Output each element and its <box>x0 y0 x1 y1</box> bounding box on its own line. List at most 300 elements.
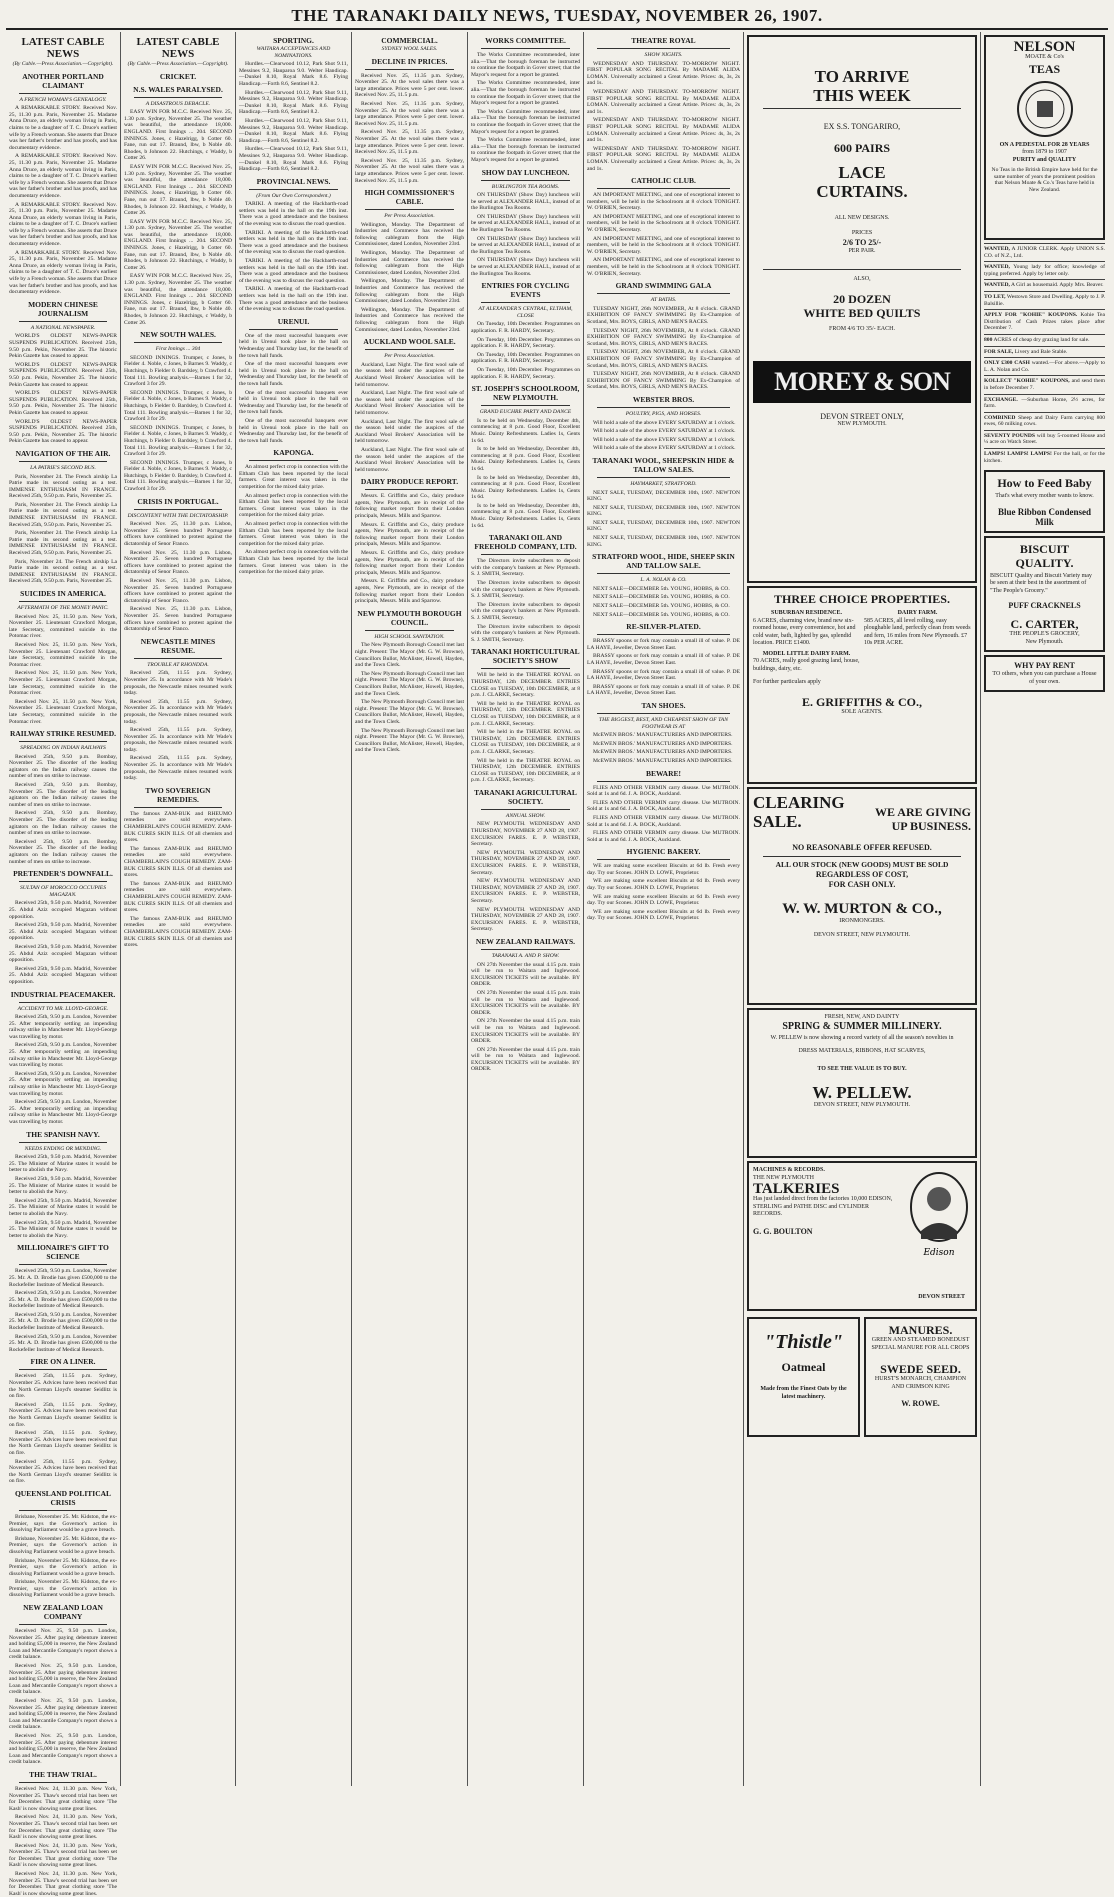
article-body: On Tuesday, 10th December. Programmes on application. F. R. HARDY, Secretary. <box>471 321 580 334</box>
article-headline: SHOW DAY LUNCHEON. <box>481 167 570 177</box>
commercial-heading: COMMERCIAL. <box>381 36 438 45</box>
arrive-line-17: NEW PLYMOUTH. <box>837 420 887 427</box>
article-body: Received Nov. 25, 11.35 p.m. Sydney, November 25. At the wool sales there was a large attendance. Prices were 5 per cent. lower. Received Nov. 25, 11.5 p.m. <box>355 100 464 127</box>
article-body: Received 25th, 9.50 p.m. London, November 25. After temporarily settling an impending railway strike in Manchester Mr. Lloyd-George was travelling by motor. <box>9 1042 117 1069</box>
clearing-line-3: WE ARE GIVING <box>874 805 971 819</box>
article-headline: TWO SOVEREIGN REMEDIES. <box>145 785 211 804</box>
article-body: TUESDAY NIGHT, 26th NOVEMBER, At 8 o'clock. GRAND EXHIBITION OF FANCY SWIMMING By Ex-Champion of Scotland, Mrs. BOYS, GIRLS, AND MEN'S RACES. <box>587 327 740 347</box>
classified-ad-text: will buy 5-roomed House and ¼ acre on Watch Street. <box>984 432 1105 446</box>
article-body: On Tuesday, 10th December. Programmes on application. F. R. HARDY, Secretary. <box>471 351 580 365</box>
article-headline: FIRE ON A LINER. <box>30 1357 96 1367</box>
article-body: The Works Committee recommended, inter alia.—That the borough foreman be instructed to continue the footpath in Gover street; that the Mayor's request for a report be granted. <box>471 137 580 163</box>
article-body: A REMARKABLE STORY. Received Nov. 25, 11.30 p.m. Paris, November 25. Madame Anna Druce, an elderly woman living in Paris, claims to be a daughter of T. C. Druce's earliest wife by a French woman. She asserts that Druce was her father's brother and has proofs, and has documentary evidence. <box>9 249 117 296</box>
article-body: One of the most successful banquets ever held in Urenui took place in the hall on Wednesday and Thursday last, for the benefit of the town hall funds. <box>239 361 348 387</box>
nelson-line-7: No Teas in the British Empire have held for the same number of years the prominent position that Nelson Moate & Co.'s Teas have held in New Zealand. <box>991 167 1098 193</box>
column-4 <box>352 32 468 1786</box>
article-subhead: GRAND EUCHRE PARTY AND DANCE <box>479 409 572 416</box>
article-body: Received 25th, 9.50 p.m. Madrid, November 25. The Minister of Marine states it would be better to abolish the Navy. <box>9 1219 117 1239</box>
article-headline: TARANAKI OIL AND FREEHOLD COMPANY, LTD. <box>474 533 577 552</box>
article-headline: NEW ZEALAND LOAN COMPANY <box>23 1603 103 1622</box>
article-subhead: POULTRY, PIGS, AND HORSES. <box>625 410 702 417</box>
article-body: Will hold a sale of the above EVERY SATURDAY at 1 o'clock. <box>593 445 736 452</box>
article-body: Will be held in the THEATRE ROYAL on THURSDAY, 12th DECEMBER. ENTRIES CLOSE on TUESDAY, 10th DECEMBER, at 8 p.m. J. CLARKE, Secretary. <box>471 729 580 755</box>
thistle-line-1: "Thistle" <box>764 1331 843 1353</box>
thistle-line-2: Oatmeal <box>781 1360 826 1374</box>
article-subhead: TARANAKI A. AND P. SHOW. <box>491 952 560 959</box>
nelson-line-5: from 1879 to 1907 <box>1022 149 1067 155</box>
article-body: SECOND INNINGS. Trumper, c Jones, b Fielder 4. Noble, c Jones, b Barnes 9. Waddy, c Hutchings, b Fielder 0. Bardsley, b Crawford 4. Total 111. Bowling analysis.—Barnes 1 for 32, Crawford 3 for 29. <box>124 389 232 423</box>
article-body: AN IMPORTANT MEETING, and one of exceptional interest to members, will be held in the Schoolroom at 8 o'clock TONIGHT. W. O'BRIEN, Secretary. <box>587 213 740 234</box>
column-3-items <box>239 61 348 576</box>
talkeries-line-1: MACHINES & RECORDS. <box>753 1167 825 1173</box>
article-body: EASY WIN FOR M.C.C. Received Nov. 25, 1.30 p.m. Sydney, November 25. The weather was beautiful, the attendance 18,000. ENGLAND. First Innings ... 204. SECOND INNINGS. Jones, c Hazelrigg, b Cotter 60. Fane, run out 17. Braund, lbw, b Noble 40. Rhodes, b Johnson 22. Hutchings, c Waddy, b Cotter 26. <box>124 218 232 271</box>
article-body: Received 25th, 9.50 p.m. Madrid, November 25. The Minister of Marine states it would be better to abolish the Navy. <box>9 1175 117 1196</box>
classified-ad <box>984 375 1105 393</box>
clearing-line-1: CLEARING <box>753 793 845 812</box>
article-body: Received 25th, 9.50 p.m. Bombay, November 25. The disorder of the leading agitators on the Indian railway causes the number of men on strike to increase. <box>9 838 117 865</box>
article-body: Received 25th, 9.50 p.m. Madrid, November 25. Abdul Aziz occupied Magazan without opposition. <box>9 900 117 920</box>
article-headline: KAPONGA. <box>273 448 314 458</box>
article-body: The famous ZAM-BUK and RHEUMO remedies are sold everywhere. CHAMBERLAIN'S COUGH REMEDY. ZAM-BUK CURES SKIN ILLS. Of all chemists and stores. <box>124 915 232 949</box>
article-body: WORLD'S OLDEST NEWS-PAPER SUSPENDS PUBLICATION. Received 25th, 9.50 p.m. Pekin, November 25. The historic Pekin Gazette has ceased to appear. <box>9 333 117 360</box>
article-body: Will hold a sale of the above EVERY SATURDAY at 1 o'clock. <box>593 419 736 426</box>
classified-ad-title: LAMPS! LAMPS! LAMPS! <box>984 451 1052 458</box>
article-body: AN IMPORTANT MEETING, and one of exceptional interest to members, will be held in the Schoolroom at 8 o'clock TONIGHT. W. O'BRIEN, Secretary. <box>587 235 740 255</box>
classified-ad <box>984 243 1105 261</box>
article-headline: TAN SHOES. <box>641 700 686 710</box>
article-body: NEW PLYMOUTH. WEDNESDAY AND THURSDAY, NOVEMBER 27 AND 28, 1907. EXCURSION FARES. E. P. WEBSTER, Secretary. <box>471 849 580 876</box>
article-body: TARIKI. A meeting of the Hackbarth-road settlers was held in the hall on the 19th inst. There was a good attendance and the business of the evening was to discuss the road question. <box>239 286 348 313</box>
article-body: BRASSY spoons or fork may contain a small ill of value. P. DE LA HAYE, Jeweller, Devon Street East. <box>587 638 740 651</box>
article-body: FLIES AND OTHER VERMIN carry disease. Use MUTROIN. Sold at 1s and 6d. J. A. BOCK, Auckland. <box>587 799 740 813</box>
feedbaby-line-3: Blue Ribbon Condensed Milk <box>997 506 1092 527</box>
article-body: BRASSY spoons or fork may contain a small ill of value. P. DE LA HAYE, Jeweller, Devon Street East. <box>587 668 740 682</box>
arrive-line-5: LACE <box>838 162 886 182</box>
millinery-line-4: DRESS MATERIALS, RIBBONS, HAT SCARVES, <box>798 1048 926 1054</box>
classified-ad <box>984 291 1105 309</box>
article-body: ON 27th November the usual 4.15 p.m. train will be run to Waitara and Inglewood. EXCURSION TICKETS will be available. BY ORDER. <box>471 1018 580 1045</box>
article-body: Received 25th, 9.50 p.m. Bombay, November 25. The disorder of the leading agitators on the Indian railway causes the number of men on strike to increase. <box>9 753 117 780</box>
article-body: Received 25th, 11.55 p.m. Sydney, November 25. Advices have been received that the North German Lloyd's steamer Seidlitz is on fire. <box>9 1458 117 1485</box>
article-headline: CRISIS IN PORTUGAL. <box>137 496 219 506</box>
article-body: A REMARKABLE STORY. Received Nov. 25, 11.30 p.m. Paris, November 25. Madame Anna Druce, an elderly woman living in Paris, claims to be a daughter of T. C. Druce's earliest wife by a French woman. She asserts that Druce was her father's brother and has proofs, and has documentary evidence. <box>9 153 117 199</box>
article-subhead: HAYMARKET, STRATFORD. <box>630 480 697 487</box>
article-body: TARIKI. A meeting of the Hackbarth-road settlers was held in the hall on the 19th inst. There was a good attendance and the business of the evening was to discuss the road question. <box>239 229 348 256</box>
arrive-line-9: 2/6 TO 25/- <box>842 237 882 247</box>
article-body: NEW PLYMOUTH. WEDNESDAY AND THURSDAY, NOVEMBER 27 AND 28, 1907. EXCURSION FARES. E. P. WEBSTER, Secretary. <box>471 821 580 848</box>
article-body: Received Nov. 25, 9.50 p.m. London, November 25. After paying debenture interest and holding £5,000 in reserve, the New Zealand Loan and Mercantile Company's report shows a credit balance. <box>9 1698 117 1731</box>
article-body: Hurdles.—Clearwood 10.12, Park Shot 9.11, Messines 9.2, Hauparoa 9.0. Welter Handicap.—Dunkel 8.10, Royal Mark 8.6. Flying Handicap.—Forth 8.6, Sentinel 8.2. <box>239 61 348 87</box>
article-body: Received Nov. 25, 11.30 p.m. Lisbon, November 25. Seven hundred Portuguese officers have combined to protest against the dictatorship of Senor Franco. <box>124 578 232 604</box>
props-title: THREE CHOICE PROPERTIES. <box>774 592 950 606</box>
article-body: McEWEN BROS.' MANUFACTURERS AND IMPORTERS. <box>593 732 733 739</box>
article-body: Received 25th, 11.55 p.m. Sydney, November 25. In accordance with Mr Wade's proposals, the Newcastle mines resumed work today. <box>124 755 232 782</box>
classified-ad-text: Sheep and Dairy Farm carrying 800 ewes, 60 milking cows. <box>984 414 1105 428</box>
classified-ad <box>984 412 1105 430</box>
props-agent: E. GRIFFITHS & CO., <box>801 694 922 709</box>
article-headline: AUCKLAND WOOL SALE. <box>363 337 456 347</box>
arrive-line-16: DEVON STREET ONLY, <box>820 412 904 421</box>
article-subhead: Per Press Association. <box>384 213 435 220</box>
article-headline: ST. JOSEPH'S SCHOOLROOM, NEW PLYMOUTH. <box>471 384 580 403</box>
article-subhead: LA PATRIE'S SECOND BUS. <box>30 464 96 471</box>
arrive-line-4: 600 PAIRS <box>833 140 891 155</box>
whypay-line-2: TO others, when you can purchase a House of your own. <box>992 671 1097 685</box>
article-body: The New Plymouth Borough Council met last night. Present: The Mayor (Mr. G. W. Browne), Councillors Bullot, McAlister, Howell, Hayden, and the Town Clerk. <box>355 699 464 725</box>
article-body: Will hold a sale of the above EVERY SATURDAY at 1 o'clock. <box>593 436 736 443</box>
article-body: Received Nov. 24, 11.30 p.m. New York, November 25. Thaw's second trial has been set for December. That great clothing store 'The Kash' is now showing some great lines. <box>9 1785 117 1812</box>
article-body: EASY WIN FOR M.C.C. Received Nov. 25, 1.30 p.m. Sydney, November 25. The weather was beautiful, the attendance 18,000. ENGLAND. First Innings ... 204. SECOND INNINGS. Jones, c Hazelrigg, b Cotter 60. Fane, run out 17. Braund, lbw, b Noble 40. Rhodes, b Johnson 22. Hutchings, c Waddy, b Cotter 26. <box>124 273 232 326</box>
sporting-subheading: WAITARA ACCEPTANCES AND NOMINATIONS. <box>256 46 331 59</box>
article-body: ON THURSDAY (Show Day) luncheon will be served at ALEXANDER HALL, instead of at the Burlington Tea Rooms. <box>471 213 580 234</box>
article-body: NEW PLYMOUTH. WEDNESDAY AND THURSDAY, NOVEMBER 27 AND 28, 1907. EXCURSION FARES. E. P. WEBSTER, Secretary. <box>471 878 580 904</box>
manures-line-1: MANURES. <box>888 1323 953 1337</box>
article-body: WORLD'S OLDEST NEWS-PAPER SUSPENDS PUBLICATION. Received 25th, 9.50 p.m. Pekin, November 25. The historic Pekin Gazette has ceased to appear. <box>9 418 117 445</box>
article-subhead: THE BIGGEST, BEST, AND CHEAPEST SHOW OF TAN FOOTWEAR IS AT <box>599 716 728 730</box>
newspaper-columns <box>6 32 1108 1897</box>
nelson-moate-teas-ad <box>984 35 1105 240</box>
article-body: WE are making some excellent Biscuits at 6d lb. Fresh every day. Try our Scones. JOHN D. LOWE, Proprietor. <box>587 908 740 922</box>
article-body: Brisbane, November 25. Mr. Kidston, the ex-Premier, says the Governor's action in dissolving Parliament would be a grave breach. <box>9 1579 117 1599</box>
classified-ads <box>984 243 1105 466</box>
props-foot: For further particulars apply <box>753 679 821 685</box>
article-body: Paris, November 24. The French airship La Patrie made its second outing as a test. IMMENSE ENTHUSIASM IN FRANCE. Received 25th, 9.50 p.m. Paris, November 25. <box>9 473 117 500</box>
thistle-line-3: Made from the Finest Oats by the latest machinery. <box>760 1386 847 1400</box>
article-body: Received 25th, 9.50 p.m. Bombay, November 25. The disorder of the leading agitators on the Indian railway causes the number of men on strike to increase. <box>9 782 117 808</box>
article-body: Hurdles.—Clearwood 10.12, Park Shot 9.11, Messines 9.2, Hauparoa 9.0. Welter Handicap.—Dunkel 8.10, Royal Mark 8.6. Flying Handicap.—Forth 8.6, Sentinel 8.2. <box>239 89 348 116</box>
article-body: WORLD'S OLDEST NEWS-PAPER SUSPENDS PUBLICATION. Received 25th, 9.50 p.m. Pekin, November 25. The historic Pekin Gazette has ceased to appear. <box>9 361 117 388</box>
article-body: The Directors invite subscribers to deposit with the company's bankers at New Plymouth. S. J. SMITH, Secretary. <box>471 558 580 578</box>
article-body: FLIES AND OTHER VERMIN carry disease. Use MUTROIN. Sold at 1s and 6d. J. A. BOCK, Auckland. <box>587 830 740 843</box>
article-body: Auckland, Last Night. The first wool sale of the season held under the auspices of the Auckland Wool Brokers' Association will be held tomorrow. <box>355 418 464 445</box>
article-subhead: A FRENCH WOMAN'S GENEALOGY. <box>19 96 107 103</box>
article-headline: RE-SILVER-PLATED. <box>626 622 701 632</box>
article-body: The famous ZAM-BUK and RHEUMO remedies are sold everywhere. CHAMBERLAIN'S COUGH REMEDY. ZAM-BUK CURES SKIN ILLS. Of all chemists and stores. <box>124 845 232 879</box>
article-body: Received 25th, 9.50 p.m. London, November 25. After temporarily settling an impending railway strike in Manchester Mr. Lloyd-George was travelling by motor. <box>9 1070 117 1097</box>
manures-swede-seed-ad <box>864 1317 977 1437</box>
article-body: A REMARKABLE STORY. Received Nov. 25, 11.30 p.m. Paris, November 25. Madame Anna Druce, an elderly woman living in Paris, claims to be a daughter of T. C. Druce's earliest wife by a French woman. She asserts that Druce was her father's brother and has proofs, and has documentary evidence. <box>9 201 117 248</box>
article-body: Received Nov. 25, 11.30 p.m. Lisbon, November 25. Seven hundred Portuguese officers have combined to protest against the dictatorship of Senor Franco. <box>124 549 232 576</box>
article-headline: MODERN CHINESE JOURNALISM <box>28 299 98 318</box>
arrive-line-13: WHITE BED QUILTS <box>803 305 921 320</box>
sporting-heading: SPORTING. <box>273 36 314 45</box>
classified-ad <box>984 346 1105 358</box>
article-headline: INDUSTRIAL PEACEMAKER. <box>10 989 116 999</box>
article-subhead: ACCIDENT TO MR. LLOYD-GEORGE. <box>17 1005 109 1012</box>
article-body: An almost perfect crop in connection with the Eltham Club has been reported by the local farmers. Great interest was taken in the competition for the mixed dairy prize. <box>239 521 348 547</box>
article-headline: CATHOLIC CLUB. <box>631 176 696 186</box>
article-body: Is to be held on Wednesday, December 4th, commencing at 8 p.m. Good Floor, Excellent Music. Dainty Refreshments. Ladies 1s, Gents 1s 6d. <box>471 502 580 529</box>
arrive-line-1: TO ARRIVE <box>814 67 910 86</box>
nelson-line-3: TEAS <box>1028 61 1061 76</box>
article-headline: PROVINCIAL NEWS. <box>256 176 331 186</box>
article-headline: ENTRIES FOR CYCLING EVENTS <box>481 281 570 300</box>
article-subhead: L. A. NOLAN & CO. <box>640 577 687 584</box>
article-body: EASY WIN FOR M.C.C. Received Nov. 25, 1.30 p.m. Sydney, November 25. The weather was beautiful, the attendance 18,000. ENGLAND. First Innings ... 204. SECOND INNINGS. Jones, c Hazelrigg, b Cotter 60. Fane, run out 17. Braund, lbw, b Noble 40. Rhodes, b Johnson 22. Hutchings, c Waddy, b Cotter 26. <box>124 163 232 217</box>
biscuit-line-3: PUFF CRACKNELS <box>1008 601 1081 611</box>
article-body: Received 25th, 11.55 p.m. Sydney, November 25. Advices have been received that the North German Lloyd's steamer Seidlitz is on fire. <box>9 1373 117 1400</box>
article-body: ON 27th November the usual 4.15 p.m. train will be run to Waitara and Inglewood. EXCURSION TICKETS will be available. BY ORDER. <box>471 961 580 988</box>
props-right-text: 585 ACRES, all level rolling, easy ploughable land, perfectly clean from weeds and fern, 16 miles from New Plymouth. £7 10s PER ACRE. <box>864 617 971 646</box>
article-body: The famous ZAM-BUK and RHEUMO remedies are sold everywhere. CHAMBERLAIN'S COUGH REMEDY. ZAM-BUK CURES SKIN ILLS. Of all chemists and stores. <box>124 810 232 844</box>
article-body: NEXT SALE, TUESDAY, DECEMBER 10th, 1907. NEWTON KING. <box>587 519 740 533</box>
article-headline: TARANAKI HORTICULTURAL SOCIETY'S SHOW <box>471 647 580 666</box>
article-body: Received 25th, 9.50 p.m. London, November 25. After temporarily settling an impending railway strike in Manchester Mr. Lloyd-George was travelling by motor. <box>9 1099 117 1125</box>
article-body: Received 25th, 9.50 p.m. London, November 25. Mr. A. D. Brodie has given £500,000 to the Rockefeller Institute of Medical Research. <box>9 1311 117 1332</box>
column-1-subheading: (By Cable.—Press Association.—Copyright). <box>12 61 114 67</box>
manures-line-6: W. ROWE. <box>901 1399 940 1408</box>
article-body: Wellington, Monday. The Department of Industries and Commerce has received the following cablegram from the High Commissioner, dated London, November 23rd. <box>355 306 464 333</box>
article-body: Received Nov. 25, 11.50 p.m. New York, November 25. Lieutenant Crawford Morgan, late Secretary, committed suicide in the Potomac river. <box>9 670 117 697</box>
article-body: One of the most successful banquets ever held in Urenui took place in the hall on Wednesday and Thursday last, for the benefit of the town hall funds. <box>239 389 348 416</box>
classified-ad-text: For the hall, or for the kitchen. <box>984 451 1105 464</box>
clearing-line-11: DEVON STREET, NEW PLYMOUTH. <box>813 931 911 938</box>
article-body: WE are making some excellent Biscuits at 6d lb. Fresh every day. Try our Scones. JOHN D. LOWE, Proprietor. <box>587 878 740 892</box>
arrive-line-11: ALSO, <box>853 276 871 282</box>
article-body: SECOND INNINGS. Trumper, c Jones, b Fielder 4. Noble, c Jones, b Barnes 9. Waddy, c Hutchings, b Fielder 0. Bardsley, b Crawford 4. Total 111. Bowling analysis.—Barnes 1 for 32, Crawford 3 for 29. <box>124 424 232 458</box>
clearing-line-8: FOR CASH ONLY. <box>828 880 896 889</box>
article-body: Will be held in the THEATRE ROYAL on THURSDAY, 12th DECEMBER. ENTRIES CLOSE on TUESDAY, 10th DECEMBER, at 8 p.m. J. CLARKE, Secretary. <box>471 672 580 699</box>
article-body: Received Nov. 25, 11.30 p.m. Lisbon, November 25. Seven hundred Portuguese officers have combined to protest against the dictatorship of Senor Franco. <box>124 521 232 548</box>
article-body: Received 25th, 9.50 p.m. Bombay, November 25. The disorder of the leading agitators on the Indian railway causes the number of men on strike to increase. <box>9 810 117 837</box>
article-body: Received Nov. 25, 11.50 p.m. New York, November 25. Lieutenant Crawford Morgan, late Secretary, committed suicide in the Potomac river. <box>9 641 117 668</box>
clearing-line-6: ALL OUR STOCK (NEW GOODS) MUST BE SOLD <box>775 860 949 869</box>
classified-ad <box>984 309 1105 334</box>
pellew-millinery-ad <box>747 1008 977 1158</box>
article-headline: STRATFORD WOOL, HIDE, SHEEP SKIN AND TALLOW SALE. <box>592 552 735 571</box>
article-body: Messrs. E. Griffiths and Co., dairy produce agents, New Plymouth, are in receipt of the following market report from their London principals, Messrs. Mills and Sparrow. <box>355 550 464 576</box>
article-headline: TARANAKI AGRICULTURAL SOCIETY. <box>474 787 577 806</box>
article-body: ON THURSDAY (Show Day) luncheon will be served at ALEXANDER HALL, instead of at the Burlington Tea Rooms. <box>471 257 580 277</box>
article-body: ON 27th November the usual 4.15 p.m. train will be run to Waitara and Inglewood. EXCURSION TICKETS will be available. BY ORDER. <box>471 989 580 1016</box>
article-body: Received 25th, 9.50 p.m. Madrid, November 25. Abdul Aziz occupied Magazan without opposition. <box>9 922 117 942</box>
article-body: Brisbane, November 25. Mr. Kidston, the ex-Premier, says the Governor's action in dissolving Parliament would be a grave breach. <box>9 1535 117 1555</box>
millinery-line-6: W. PELLEW. <box>812 1083 912 1102</box>
column-2 <box>121 32 236 1786</box>
article-body: The New Plymouth Borough Council met last night. Present: The Mayor (Mr. G. W. Browne), Councillors Bullot, McAlister, Howell, Hayden, and the Town Clerk. <box>355 642 464 669</box>
classified-ad-title: 800 <box>984 336 993 343</box>
millinery-line-2: SPRING & SUMMER MILLINERY. <box>782 1020 942 1032</box>
article-body: FLIES AND OTHER VERMIN carry disease. Use MUTROIN. Sold at 1s and 6d. J. A. BOCK, Auckland. <box>587 814 740 828</box>
article-body: ON THURSDAY (Show Day) luncheon will be served at ALEXANDER HALL, instead of at the Burlington Tea Rooms. <box>471 235 580 255</box>
why-pay-rent-ad <box>984 655 1105 692</box>
article-body: Received 25th, 11.55 p.m. Sydney, November 25. In accordance with Mr Wade's proposals, the Newcastle mines resumed work today. <box>124 727 232 753</box>
article-body: Received 25th, 9.50 p.m. Madrid, November 25. The Minister of Marine states it would be better to abolish the Navy. <box>9 1154 117 1174</box>
article-headline: RAILWAY STRIKE RESUMED. <box>9 729 117 739</box>
article-body: Received 25th, 11.55 p.m. Sydney, November 25. In accordance with Mr Wade's proposals, the Newcastle mines resumed work today. <box>124 698 232 725</box>
thistle-oatmeal-ad <box>747 1317 860 1437</box>
article-body: Received 25th, 11.55 p.m. Sydney, November 25. Advices have been received that the North German Lloyd's steamer Seidlitz is on fire. <box>9 1401 117 1428</box>
article-headline: WEBSTER BROS. <box>632 394 695 404</box>
classified-ad-title: ONLY £300 CASH <box>984 360 1030 367</box>
classified-ad-text: —Suburban Home, 2½ acres, for farm. <box>984 396 1105 410</box>
svg-text:Edison: Edison <box>923 1248 955 1258</box>
props-left-head: SUBURBAN RESIDENCE. <box>770 610 842 616</box>
article-body: Received Nov. 25, 9.50 p.m. London, November 25. After paying debenture interest and holding £5,000 in reserve, the New Zealand Loan and Mercantile Company's report shows a credit balance. <box>9 1628 117 1661</box>
biscuit-line-6: New Plymouth. <box>1025 638 1064 645</box>
morey-lace-curtains-ad <box>747 35 977 583</box>
column-1-heading: LATEST CABLE NEWS <box>21 36 105 60</box>
article-headline: PRETENDER'S DOWNFALL. <box>13 869 113 879</box>
feedbaby-line-1: How to Feed Baby <box>997 476 1092 491</box>
article-headline: N.S. WALES PARALYSED. <box>133 84 223 94</box>
article-body: BRASSY spoons or fork may contain a small ill of value. P. DE LA HAYE, Jeweller, Devon Street East. <box>587 683 740 697</box>
feedbaby-line-2: That's what every mother wants to know. <box>995 493 1094 500</box>
props-agent-sub: SOLE AGENTS. <box>841 708 883 715</box>
article-headline: THE SPANISH NAVY. <box>26 1129 100 1139</box>
article-subhead: BURLINGTON TEA ROOMS. <box>491 183 560 190</box>
article-body: NEXT SALE, TUESDAY, DECEMBER 10th, 1907. NEWTON KING. <box>587 535 740 548</box>
article-subhead: TROUBLE AT RHONDDA. <box>147 661 209 668</box>
article-subhead: AT ALEXANDER'S CENTRAL, ELTHAM, CLOSE <box>478 306 573 319</box>
article-body: NEW PLYMOUTH. WEDNESDAY AND THURSDAY, NOVEMBER 27 AND 28, 1907. EXCURSION FARES. E. P. WEBSTER, Secretary. <box>471 906 580 933</box>
article-body: Is to be held on Wednesday, December 4th, commencing at 8 p.m. Good Floor, Excellent Music. Dainty Refreshments. Ladies 1s, Gents 1s 6d. <box>471 474 580 501</box>
article-body: The Directors invite subscribers to deposit with the company's bankers at New Plymouth. S. J. SMITH, Secretary. <box>471 601 580 621</box>
column-3 <box>236 32 352 1786</box>
article-body: An almost perfect crop in connection with the Eltham Club has been reported by the local farmers. Great interest was taken in the competition for the mixed dairy prize. <box>239 492 348 519</box>
classified-ad <box>984 357 1105 375</box>
blue-ribbon-milk-ad <box>984 470 1105 533</box>
talkeries-line-6: DEVON STREET <box>918 1293 965 1300</box>
three-properties-ad <box>747 586 977 784</box>
article-body: TARIKI. A meeting of the Hackbarth-road settlers was held in the hall on the 19th inst. There was a good attendance and the business of the evening was to discuss the road question. <box>239 258 348 284</box>
article-body: The Directors invite subscribers to deposit with the company's bankers at New Plymouth. S. J. SMITH, Secretary. <box>471 580 580 600</box>
article-body: Received 25th, 11.55 p.m. Sydney, November 25. Advices have been received that the North German Lloyd's steamer Seidlitz is on fire. <box>9 1430 117 1456</box>
arrive-line-15: MOREY & SON <box>753 361 971 403</box>
article-body: A REMARKABLE STORY. Received Nov. 25, 11.30 p.m. Paris, November 25. Madame Anna Druce, an elderly woman living in Paris, claims to be a daughter of T. C. Druce's earliest wife by a French woman. She asserts that Druce was her father's brother and has proofs, and has documentary evidence. <box>9 105 117 151</box>
classified-ad <box>984 334 1105 346</box>
arrive-line-12: 20 DOZEN <box>833 291 891 306</box>
article-body: Auckland, Last Night. The first wool sale of the season held under the auspices of the Auckland Wool Brokers' Association will be held tomorrow. <box>355 390 464 416</box>
classified-ad-title: WANTED, <box>984 246 1010 252</box>
biscuit-line-5: THE PEOPLE'S GROCERY, <box>1009 631 1080 638</box>
arrive-line-14: FROM 4/6 TO 35/- EACH. <box>829 325 895 332</box>
article-subhead: SHOW NIGHTS. <box>644 52 683 58</box>
article-body: One of the most successful banquets ever held in Urenui took place in the hall on Wednesday and Thursday last, for the benefit of the town hall funds. <box>239 417 348 444</box>
article-body: Received 25th, 11.55 p.m. Sydney, November 25. In accordance with Mr Wade's proposals, the Newcastle mines resumed work today. <box>124 670 232 697</box>
article-body: Received Nov. 25, 11.35 p.m. Sydney, November 25. At the wool sales there was a large attendance. Prices were 5 per cent. lower. Received Nov. 25, 11.5 p.m. <box>355 72 464 99</box>
article-body: An almost perfect crop in connection with the Eltham Club has been reported by the local farmers. Great interest was taken in the competition for the mixed dairy prize. <box>239 549 348 576</box>
article-subhead: AT BATHS. <box>650 297 677 304</box>
article-body: McEWEN BROS.' MANUFACTURERS AND IMPORTERS. <box>593 749 733 756</box>
article-headline: NEW SOUTH WALES. <box>140 330 216 340</box>
masthead-title: THE TARANAKI DAILY NEWS, TUESDAY, NOVEMBER 26, 1907. <box>291 6 823 25</box>
article-body: EASY WIN FOR M.C.C. Received Nov. 25, 1.30 p.m. Sydney, November 25. The weather was beautiful, the attendance 18,000. ENGLAND. First Innings ... 204. SECOND INNINGS. Jones, c Hazelrigg, b Cotter 60. Fane, run out 17. Braund, lbw, b Noble 40. Rhodes, b Johnson 22. Hutchings, c Waddy, b Cotter 26. <box>124 109 232 162</box>
article-body: Brisbane, November 25. Mr. Kidston, the ex-Premier, says the Governor's action in dissolving Parliament would be a grave breach. <box>9 1513 117 1534</box>
article-headline: NEW ZEALAND RAILWAYS. <box>475 936 576 946</box>
article-body: TARIKI. A meeting of the Hackbarth-road settlers was held in the hall on the 19th inst. There was a good attendance and the business of the evening was to discuss the road question. <box>239 201 348 228</box>
article-headline: BEWARE! <box>645 768 681 778</box>
article-body: TUESDAY NIGHT, 26th NOVEMBER, At 8 o'clock. GRAND EXHIBITION OF FANCY SWIMMING By Ex-Champion of Scotland, Mrs. BOYS, GIRLS, AND MEN'S RACES. <box>587 305 740 325</box>
classified-ad <box>984 448 1105 466</box>
talkeries-line-2: THE NEW PLYMOUTH <box>753 1174 814 1181</box>
nelson-line-1: NELSON <box>1013 39 1076 55</box>
article-body: Received Nov. 25, 9.50 p.m. London, November 25. After paying debenture interest and holding £5,000 in reserve, the New Zealand Loan and Mercantile Company's report shows a credit balance. <box>9 1732 117 1766</box>
article-body: WEDNESDAY AND THURSDAY. TO-MORROW NIGHT. FIRST POPULAR SONG RECITAL By MADAME ALIDA LOMAN. Universally acclaimed a Great Artiste. Prices: 4s, 3s, 2s and 1s. <box>587 60 740 87</box>
article-headline: THEATRE ROYAL <box>631 36 696 45</box>
article-body: Is to be held on Wednesday, December 4th, commencing at 8 p.m. Good Floor, Excellent Music. Dainty Refreshments. Ladies 1s, Gents 1s 6d. <box>471 446 580 472</box>
article-body: NEXT SALE—DECEMBER 5th. YOUNG, HOBBS, & CO. <box>593 585 730 592</box>
article-body: Received Nov. 24, 11.30 p.m. New York, November 25. Thaw's second trial has been set for December. That great clothing store 'The Kash' is now showing some great lines. <box>9 1842 117 1869</box>
article-headline: URENUI. <box>277 316 310 326</box>
classified-ad-text: Kohie Tea Distribution of Cash Prizes takes place after December 7. <box>984 312 1105 332</box>
clearing-line-9: W. W. MURTON & CO., <box>782 901 942 917</box>
manures-line-5: HURST'S MONARCH, CHAMPION AND CRIMSON KING <box>874 1376 967 1390</box>
article-headline: HIGH COMMISSIONER'S CABLE. <box>364 188 455 207</box>
article-body: Is to be held on Wednesday, December 4th, commencing at 8 p.m. Good Floor, Excellent Music. Dainty Refreshments. Ladies 1s, Gents 1s 6d. <box>471 417 580 444</box>
article-body: Paris, November 24. The French airship La Patrie made its second outing as a test. IMMENSE ENTHUSIASM IN FRANCE. Received 25th, 9.50 p.m. Paris, November 25. <box>9 501 117 528</box>
clearing-line-4: UP BUSINESS. <box>891 819 971 833</box>
column-8 <box>981 32 1108 1786</box>
article-body: ON 27th November the usual 4.15 p.m. train will be run to Waitara and Inglewood. EXCURSION TICKETS will be available. BY ORDER. <box>471 1046 580 1073</box>
classified-ad <box>984 430 1105 448</box>
article-subhead: First Innings ... 304 <box>155 346 201 353</box>
article-body: NEXT SALE—DECEMBER 5th. YOUNG, HOBBS, & CO. <box>593 594 730 601</box>
classified-ad-title: APPLY FOR "KOHIE" KOUPONS. <box>984 312 1078 319</box>
manures-line-3: SPECIAL MANURE FOR ALL CROPS <box>871 1344 970 1351</box>
column-2-heading: LATEST CABLE NEWS <box>136 36 220 60</box>
article-body: TUESDAY NIGHT, 26th NOVEMBER, At 8 o'clock. GRAND EXHIBITION OF FANCY SWIMMING By Ex-Champion of Scotland, Mrs. BOYS, GIRLS, AND MEN'S RACES. <box>587 371 740 391</box>
classified-ad-title: FOR SALE, <box>984 348 1014 355</box>
article-subhead: SULTAN OF MOROCCO OCCUPIES MAGAZAN. <box>19 885 107 898</box>
article-body: Will hold a sale of the above EVERY SATURDAY at 1 o'clock. <box>593 428 736 435</box>
article-body: An almost perfect crop in connection with the Eltham Club has been reported by the local farmers. Great interest was taken in the competition for the mixed dairy prize. <box>239 464 348 491</box>
biscuit-line-4: C. CARTER, <box>1010 617 1079 632</box>
article-body: Received 25th, 9.50 p.m. London, November 25. Mr. A. D. Brodie has given £500,000 to the Rockefeller Institute of Medical Research. <box>9 1290 117 1310</box>
classified-ad <box>984 279 1105 291</box>
talkeries-line-3: TALKERIES <box>753 1181 840 1197</box>
article-body: Hurdles.—Clearwood 10.12, Park Shot 9.11, Messines 9.2, Hauparoa 9.0. Welter Handicap.—Dunkel 8.10, Royal Mark 8.6. Flying Handicap.—Forth 8.6, Sentinel 8.2. <box>239 146 348 173</box>
article-body: WEDNESDAY AND THURSDAY. TO-MORROW NIGHT. FIRST POPULAR SONG RECITAL By MADAME ALIDA LOMAN. Universally acclaimed a Great Artiste. Prices: 4s, 3s, 2s and 1s. <box>587 88 740 115</box>
article-subhead: Per Press Association. <box>384 353 435 360</box>
article-body: The Works Committee recommended, inter alia.—That the borough foreman be instructed to continue the footpath in Gover street; that the Mayor's request for a report be granted. <box>471 80 580 107</box>
classified-ad-title: SEVENTY POUNDS <box>984 432 1035 439</box>
classified-ad-title: COMBINED <box>984 414 1016 421</box>
talkeries-ad <box>747 1161 977 1311</box>
article-body: The Directors invite subscribers to deposit with the company's bankers at New Plymouth. S. J. SMITH, Secretary. <box>471 623 580 643</box>
article-headline: ANOTHER PORTLAND CLAIMANT <box>22 71 104 90</box>
phonograph-portrait-icon <box>907 1171 971 1261</box>
article-body: SECOND INNINGS. Trumper, c Jones, b Fielder 4. Noble, c Jones, b Barnes 9. Waddy, c Hutchings, b Fielder 0. Bardsley, b Crawford 4. Total 111. Bowling analysis.—Barnes 1 for 32, Crawford 3 for 29. <box>124 459 232 493</box>
article-body: McEWEN BROS.' MANUFACTURERS AND IMPORTERS. <box>593 740 733 747</box>
article-body: Paris, November 24. The French airship La Patrie made its second outing as a test. IMMENSE ENTHUSIASM IN FRANCE. Received 25th, 9.50 p.m. Paris, November 25. <box>9 530 117 557</box>
column-5-items <box>471 36 580 1073</box>
article-body: Received 25th, 9.50 p.m. London, November 25. Mr. A. D. Brodie has given £500,000 to the Rockefeller Institute of Medical Research. <box>9 1333 117 1353</box>
arrive-line-8: PRICES <box>851 230 873 236</box>
classified-ad <box>984 394 1105 412</box>
article-body: Will be held in the THEATRE ROYAL on THURSDAY, 12th DECEMBER. ENTRIES CLOSE on TUESDAY, 10th DECEMBER, at 8 p.m. J. CLARKE, Secretary. <box>471 700 580 727</box>
article-body: Received Nov. 25, 9.50 p.m. London, November 25. After paying debenture interest and holding £5,000 in reserve, the New Zealand Loan and Mercantile Company's report shows a credit balance. <box>9 1663 117 1696</box>
article-subhead: (From Our Own Correspondent.) <box>256 192 331 199</box>
props-left-head-2: MODEL LITTLE DAIRY FARM. <box>762 650 851 657</box>
nelson-line-2: MOATE & Co's <box>1025 54 1064 60</box>
tea-medallion-icon <box>1015 79 1075 139</box>
nelson-line-4: ON A PEDESTAL FOR 28 YEARS <box>999 141 1090 148</box>
article-body: Received Nov. 25, 11.35 p.m. Sydney, November 25. At the wool sales there was a large attendance. Prices were 5 per cent. lower. Received Nov. 25, 11.5 p.m. <box>355 129 464 156</box>
article-headline: NEWCASTLE MINES RESUME. <box>140 636 216 655</box>
arrive-line-7: ALL NEW DESIGNS. <box>834 214 890 221</box>
props-right-head: DAIRY FARM. <box>897 610 938 616</box>
classified-ad-title: WANTED, <box>984 282 1010 289</box>
article-body: Hurdles.—Clearwood 10.12, Park Shot 9.11, Messines 9.2, Hauparoa 9.0. Welter Handicap.—Dunkel 8.10, Royal Mark 8.6. Flying Handicap.—Forth 8.6, Sentinel 8.2. <box>239 117 348 144</box>
column-2-items <box>124 85 232 949</box>
classified-ad-title: EXCHANGE. <box>984 396 1018 403</box>
article-body: Brisbane, November 25. Mr. Kidston, the ex-Premier, says the Governor's action in dissolving Parliament would be a grave breach. <box>9 1557 117 1577</box>
article-body: Received 25th, 9.50 p.m. Madrid, November 25. Abdul Aziz occupied Magazan without opposition. <box>9 965 117 985</box>
article-body: Received Nov. 25, 11.35 p.m. Sydney, November 25. At the wool sales there was a large attendance. Prices were 5 per cent. lower. Received Nov. 25, 11.5 p.m. <box>355 157 464 184</box>
article-body: Wellington, Monday. The Department of Industries and Commerce has received the following cablegram from the High Commissioner, dated London, November 23rd. <box>355 278 464 305</box>
article-subhead: DISCONTENT WITH THE DICTATORSHIP. <box>127 512 229 519</box>
